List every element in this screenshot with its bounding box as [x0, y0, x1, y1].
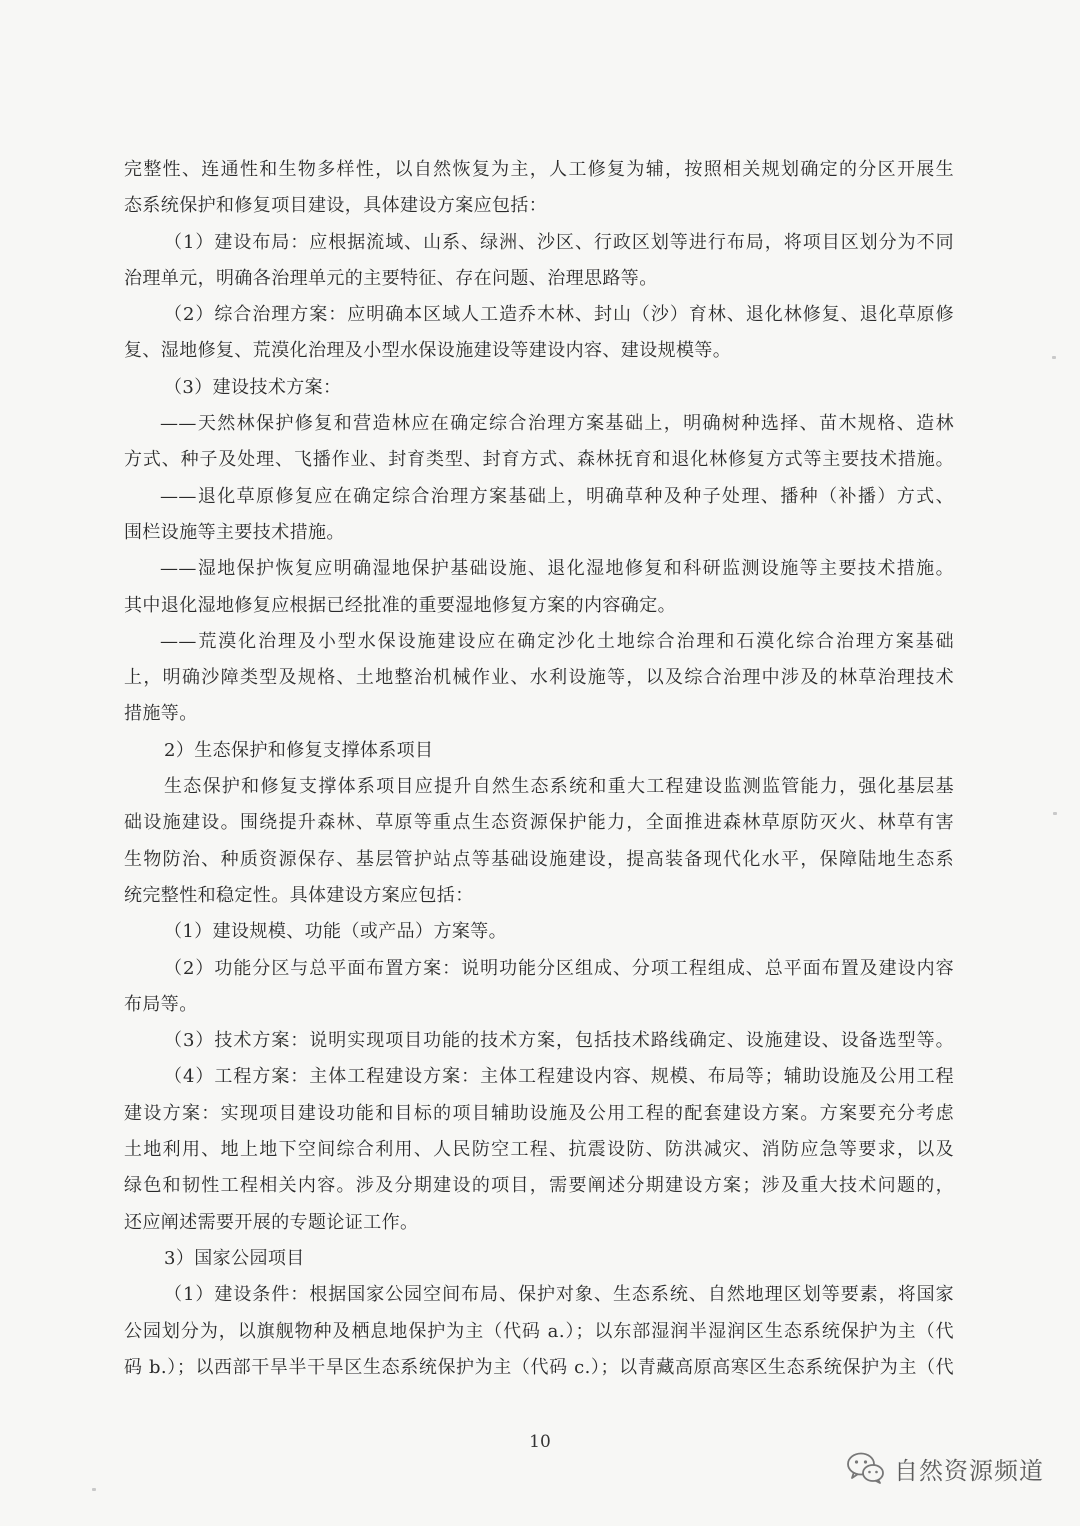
text-line: （1）建设规模、功能（或产品）方案等。 — [164, 921, 508, 943]
text-line: 治理单元，明确各治理单元的主要特征、存在问题、治理思路等。 — [124, 267, 658, 289]
text-line: 完整性、连通性和生物多样性，以自然恢复为主，人工修复为辅，按照相关规划确定的分区开展生 — [124, 159, 954, 180]
text-line: 统完整性和稳定性。具体建设方案应包括： — [124, 884, 474, 906]
text-line: 土地利用、地上地下空间综合利用、人民防空工程、抗震设防、防洪减灾、消防应急等要求，以及 — [124, 1139, 954, 1161]
text-line: 其中退化湿地修复应根据已经批准的重要湿地修复方案的内容确定。 — [124, 594, 676, 616]
text-line: 码 b.）；以西部干旱半干旱区生态系统保护为主（代码 c.）；以青藏高原高寒区生态系统保护为主（代 — [124, 1356, 954, 1378]
text-line: （2）功能分区与总平面布置方案：说明功能分区组成、分项工程组成、总平面布置及建设内容 — [164, 957, 954, 979]
text-line: 3）国家公园项目 — [164, 1247, 305, 1269]
page-number: 10 — [529, 1432, 551, 1452]
text-line: 上，明确沙障类型及规格、土地整治机械作业、水利设施等，以及综合治理中涉及的林草治理技术 — [124, 667, 954, 689]
text-line: ——退化草原修复应在确定综合治理方案基础上，明确草种及种子处理、播种（补播）方式、 — [160, 485, 954, 507]
text-line: 生物防治、种质资源保存、基层管护站点等基础设施建设，提高装备现代化水平，保障陆地生态系 — [124, 848, 954, 870]
text-line: 态系统保护和修复项目建设，具体建设方案应包括： — [124, 195, 548, 217]
text-line: 还应阐述需要开展的专题论证工作。 — [124, 1211, 419, 1233]
text-line: ——天然林保护修复和营造林应在确定综合治理方案基础上，明确树种选择、苗木规格、造林 — [160, 413, 954, 435]
text-line: 围栏设施等主要技术措施。 — [124, 521, 345, 543]
text-line: （3）建设技术方案： — [164, 376, 342, 398]
watermark-text: 自然资源频道 — [894, 1456, 1044, 1485]
text-line: （1）建设布局：应根据流域、山系、绿洲、沙区、行政区划等进行布局，将项目区划分为不同 — [164, 231, 954, 253]
text-line: 措施等。 — [124, 703, 198, 725]
scan-speck — [92, 1488, 96, 1491]
text-line: 建设方案：实现项目建设功能和目标的项目辅助设施及公用工程的配套建设方案。方案要充分考虑 — [124, 1102, 954, 1124]
text-line: （1）建设条件：根据国家公园空间布局、保护对象、生态系统、自然地理区划等要素，将国家 — [164, 1284, 954, 1306]
text-line: 方式、种子及处理、飞播作业、封育类型、封育方式、森林抚育和退化林修复方式等主要技术措施。 — [124, 449, 954, 471]
text-line: （3）技术方案：说明实现项目功能的技术方案，包括技术路线确定、设施建设、设备选型等。 — [164, 1030, 954, 1052]
text-line: 础设施建设。围绕提升森林、草原等重点生态资源保护能力，全面推进森林草原防灭火、林草有害 — [124, 812, 954, 834]
document-body — [124, 152, 954, 1386]
text-line: 生态保护和修复支撑体系项目应提升自然生态系统和重大工程建设监测监管能力，强化基层基 — [164, 776, 954, 798]
scan-speck — [1053, 812, 1057, 815]
text-line: 公园划分为，以旗舰物种及栖息地保护为主（代码 a.）；以东部湿润半湿润区生态系统保护为主（代 — [124, 1320, 954, 1342]
text-line: 布局等。 — [124, 993, 198, 1015]
wechat-icon — [846, 1451, 886, 1485]
text-line: ——湿地保护恢复应明确湿地保护基础设施、退化湿地修复和科研监测设施等主要技术措施。 — [160, 558, 954, 580]
text-line: 绿色和韧性工程相关内容。涉及分期建设的项目，需要阐述分期建设方案；涉及重大技术问题的， — [124, 1175, 954, 1197]
text-line: （4）工程方案：主体工程建设方案：主体工程建设内容、规模、布局等；辅助设施及公用工程 — [164, 1066, 954, 1088]
text-line: （2）综合治理方案：应明确本区域人工造乔木林、封山（沙）育林、退化林修复、退化草原修 — [164, 304, 954, 326]
text-line: 2）生态保护和修复支撑体系项目 — [164, 739, 434, 761]
text-line: ——荒漠化治理及小型水保设施建设应在确定沙化土地综合治理和石漠化综合治理方案基础 — [160, 630, 954, 652]
text-line: 复、湿地修复、荒漠化治理及小型水保设施建设等建设内容、建设规模等。 — [124, 340, 732, 362]
scan-speck — [1052, 356, 1056, 359]
watermark — [846, 1448, 1044, 1488]
